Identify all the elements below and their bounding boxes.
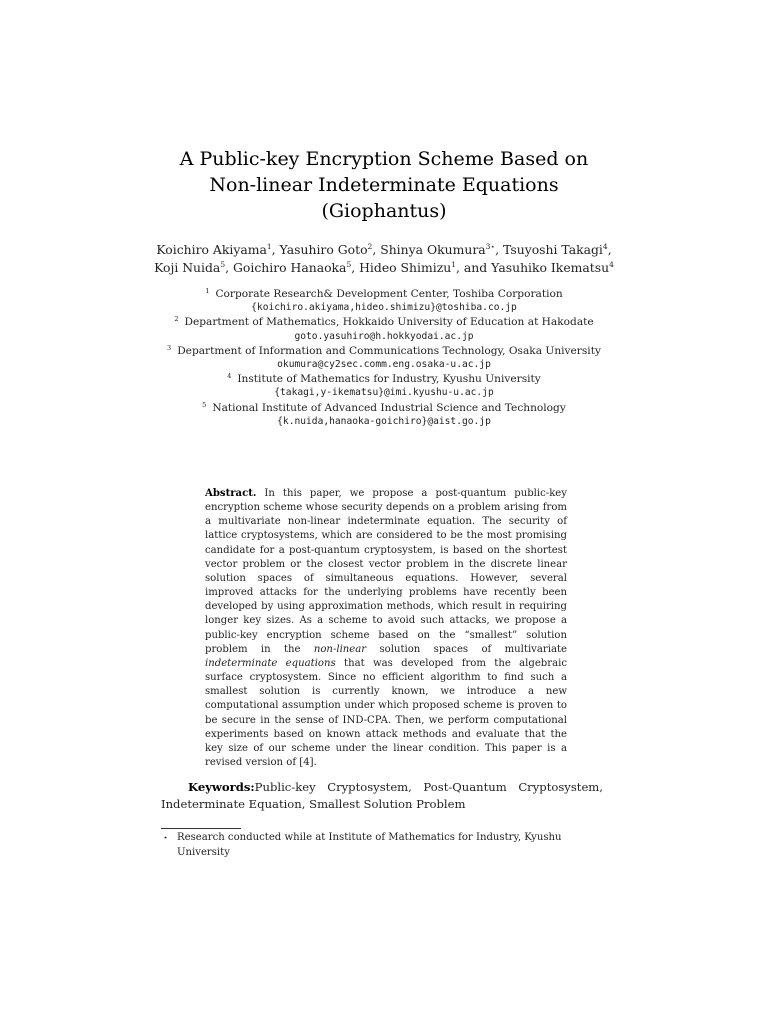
abstract-text: solution spaces of multivariate <box>366 643 567 655</box>
affiliation-name: $^3$ Department of Information and Communications Technology, Osaka University <box>167 343 601 357</box>
affiliation-number: 2 <box>174 315 179 324</box>
author-mark: 4 <box>602 242 608 251</box>
author-name: Yasuhiko Ikematsu <box>491 260 610 275</box>
affiliation-email: goto.yasuhiro@h.hokkyodai.ac.jp <box>294 330 474 342</box>
affiliation-name: $^5$ National Institute of Advanced Industrial Science and Technology <box>202 400 566 414</box>
footnote-mark: ⋆ <box>163 833 169 842</box>
author-line-1: Koichiro Akiyama$^1$, Yasuhiro Goto$^2$, Shinya Okumura$^{3⋆}$, Tsuyoshi Takagi$^4$, <box>156 242 612 257</box>
author-mark: 5 <box>220 260 226 269</box>
affiliation-email: {takagi,y-ikematsu}@imi.kyushu-u.ac.jp <box>274 387 494 399</box>
affiliation-number: 1 <box>205 287 210 295</box>
title-line-2: Non-linear Indeterminate Equations <box>209 174 559 196</box>
author-line-2: Koji Nuida$^5$, Goichiro Hanaoka$^5$, Hideo Shimizu$^1$, and Yasuhiko Ikematsu$^4$ <box>154 260 614 275</box>
affiliation-number: 5 <box>202 400 207 409</box>
abstract-text: In this paper, we propose a post-quantum public-key encryption scheme whose security depends on a problem arising from a multivariate non-linear indeterminate equation. The security of lattice cryptosystems, which are considered to be the most promising candidate for a post-quantum cryptosystem, is based on the shortest vector problem or the closest vector problem in the discrete linear solution spaces of simultaneous equations. However, several improved attacks for the underlying problems have recently been developed by using approximation methods, which result in requiring longer key sizes. As a scheme to avoid such attacks, we propose a public-key encryption scheme based on the “smallest” solution problem in the <box>205 488 567 655</box>
title-line-3: (Giophantus) <box>321 200 447 222</box>
abstract <box>205 487 567 770</box>
author-name: Hideo Shimizu <box>359 260 452 275</box>
affiliation-number: 4 <box>227 372 232 381</box>
author-mark: 2 <box>367 242 373 251</box>
abstract-emphasis: indeterminate equations <box>205 657 336 669</box>
author-name: Koji Nuida <box>154 260 221 275</box>
affiliation-name: $^4$ Institute of Mathematics for Industry, Kyushu University <box>227 372 541 386</box>
affiliation-number: 3 <box>167 343 172 352</box>
footnote-rule <box>161 828 241 829</box>
author-list <box>120 241 648 277</box>
abstract-text: that was developed from the algebraic surface cryptosystem. Since no efficient algorithm to find such a smallest solution is currently known, we introduce a new computational assumption under which proposed scheme is proven to be secure in the sense of IND-CPA. Then, we perform computational experiments based on known attack methods and evaluate that the key size of our scheme under the linear condition. This paper is a revised version of [4]. <box>205 657 567 768</box>
keywords <box>161 779 603 813</box>
affiliation-name: $^1$ Corporate Research& Development Center, Toshiba Corporation <box>205 287 563 300</box>
title-line-1: A Public-key Encryption Scheme Based on <box>179 148 589 170</box>
abstract-label: Abstract. <box>205 488 257 499</box>
keywords-label: Keywords: <box>188 780 255 794</box>
footnote <box>163 831 603 860</box>
author-mark: 1 <box>451 260 456 269</box>
keywords-text: Public-key Cryptosystem, Post-Quantum Cryptosystem, Indeterminate Equation, Smallest Solution Problem <box>161 780 603 811</box>
affiliation-list <box>100 287 668 429</box>
author-mark: 3⋆ <box>485 242 496 251</box>
footnote-text: Research conducted while at Institute of Mathematics for Industry, Kyushu University <box>177 832 562 858</box>
affiliation-email: {koichiro.akiyama,hideo.shimizu}@toshiba.co.jp <box>251 302 517 314</box>
abstract-emphasis: non-linear <box>313 643 367 655</box>
author-mark: 1 <box>266 242 272 251</box>
author-mark: 5 <box>346 260 352 269</box>
affiliation-email: okumura@cy2sec.comm.eng.osaka-u.ac.jp <box>277 359 491 371</box>
author-name: Yasuhiro Goto <box>279 242 368 257</box>
author-name: Goichiro Hanaoka <box>233 260 347 275</box>
author-mark: 4 <box>609 260 614 269</box>
author-name: Shinya Okumura <box>380 242 486 257</box>
author-name: Koichiro Akiyama <box>156 242 267 257</box>
affiliation-email: {k.nuida,hanaoka-goichiro}@aist.go.jp <box>277 415 491 427</box>
paper-title <box>130 146 638 224</box>
affiliation-name: $^2$ Department of Mathematics, Hokkaido University of Education at Hakodate <box>174 315 594 329</box>
author-name: Tsuyoshi Takagi <box>503 242 603 257</box>
